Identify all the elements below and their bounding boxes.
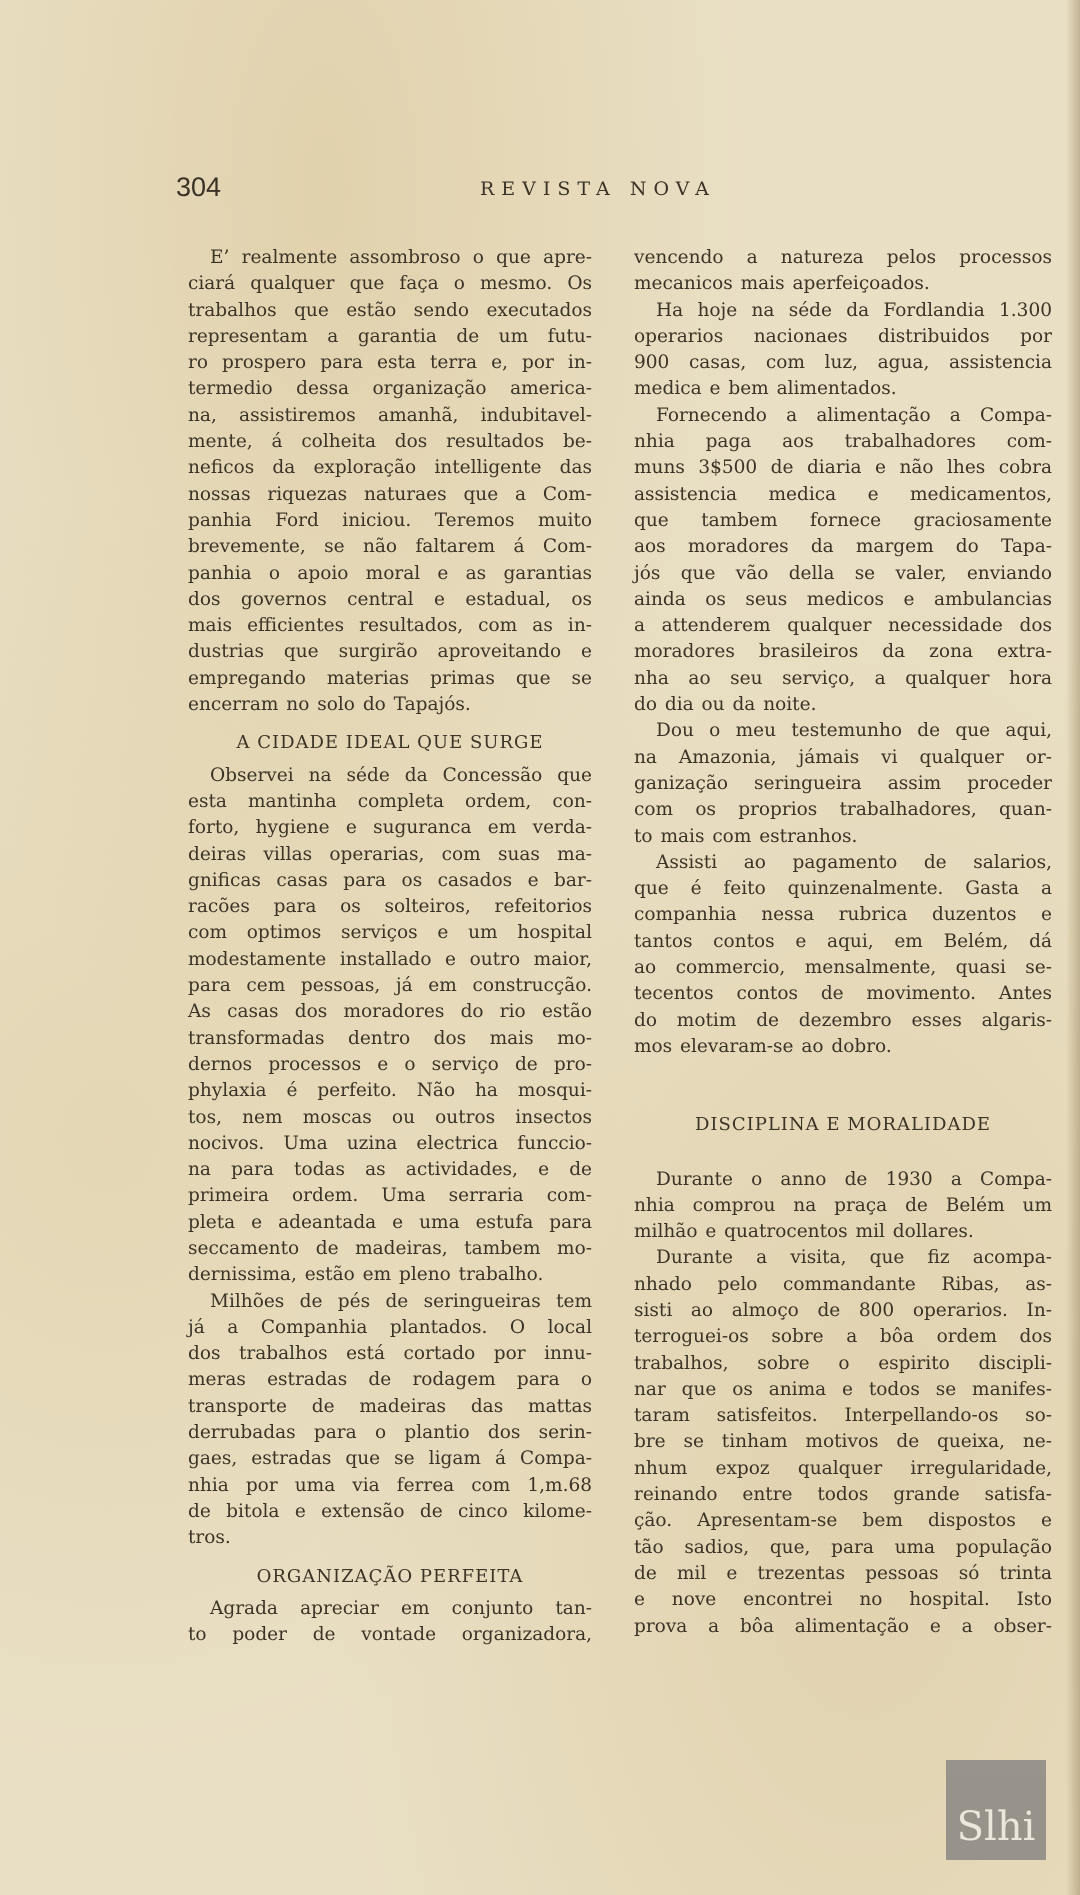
text-line: nar que os anima e todos se manifes- — [634, 1378, 1052, 1400]
text-line: de bitola e extensão de cinco kilome- — [188, 1500, 592, 1522]
text-line: transformadas dentro dos mais mo- — [188, 1027, 592, 1049]
text-line: mos elevaram-se ao dobro. — [634, 1035, 892, 1057]
text-line: aos moradores da margem do Tapa- — [634, 536, 1052, 558]
text-line: empregando materias primas que se — [188, 667, 592, 689]
text-line: Assisti ao pagamento de salarios, — [656, 851, 1052, 873]
text-line: gaes, estradas que se ligam á Compa- — [188, 1448, 592, 1470]
text-line: reinando entre todos grande satisfa- — [634, 1484, 1052, 1506]
left-column — [188, 245, 592, 1648]
text-line: As casas dos moradores do rio estão — [188, 1001, 592, 1023]
text-line: mais efficientes resultados, com as in- — [188, 615, 592, 637]
text-line: já a Companhia plantados. O local — [188, 1316, 592, 1338]
text-line: bre se tinham motivos de queixa, ne- — [634, 1431, 1052, 1453]
text-line: pleta e adeantada e uma estufa para — [188, 1211, 592, 1233]
text-line: Observei na séde da Concessão que — [210, 764, 592, 786]
text-line: com os proprios trabalhadores, quan- — [634, 799, 1052, 821]
text-line: encerram no solo do Tapajós. — [188, 694, 471, 716]
text-line: primeira ordem. Uma serraria com- — [188, 1185, 592, 1207]
text-line: tos, nem moscas ou outros insectos — [188, 1106, 592, 1128]
text-line: representam a garantia de um futu- — [188, 325, 592, 347]
page-number: 304 — [176, 172, 222, 202]
text-line: que tambem fornece graciosamente — [634, 509, 1052, 531]
text-line: Milhões de pés de seringueiras tem — [210, 1290, 592, 1312]
paragraph — [634, 245, 1052, 298]
text-line: a attenderem qualquer necessidade dos — [634, 615, 1052, 637]
watermark-text: Slhi — [956, 1804, 1036, 1850]
text-line: dernos processos e o serviço de pro- — [188, 1053, 592, 1075]
text-line: mente, á colheita dos resultados be- — [188, 431, 592, 453]
paragraph — [188, 245, 592, 718]
text-line: ro prospero para esta terra e, por in- — [188, 352, 592, 374]
text-line: nhia paga aos trabalhadores com- — [634, 431, 1052, 453]
text-line: esta mantinha completa ordem, con- — [188, 790, 592, 812]
paragraph — [634, 298, 1052, 403]
section-heading: ORGANIZAÇÃO PERFEITA — [256, 1565, 524, 1587]
text-line: Ha hoje na séde da Fordlandia 1.300 — [656, 299, 1052, 321]
text-line: nhia comprou na praça de Belém um — [634, 1194, 1052, 1216]
text-line: milhão e quatrocentos mil dollares. — [634, 1221, 974, 1243]
text-line: modestamente installado e outro maior, — [188, 948, 592, 970]
text-line: seccamento de madeiras, tambem mo- — [188, 1237, 592, 1259]
text-line: e nove encontrei no hospital. Isto — [634, 1589, 1052, 1611]
text-line: que é feito quinzenalmente. Gasta a — [634, 878, 1052, 900]
text-line: transporte de madeiras das mattas — [188, 1395, 592, 1417]
text-line: para cem pessoas, já em construcção. — [188, 975, 592, 997]
text-line: sisti ao almoço de 800 operarios. In- — [634, 1299, 1052, 1321]
text-line: ganização seringueira assim proceder — [634, 772, 1052, 794]
text-line: nhado pelo commandante Ribas, as- — [634, 1273, 1052, 1295]
text-line: tão sadios, que, para uma população — [634, 1536, 1052, 1558]
text-line: forto, hygiene e suguranca em verda- — [188, 817, 592, 839]
text-line: prova a bôa alimentação e a obser- — [634, 1615, 1052, 1637]
text-line: neficos da exploração intelligente das — [188, 457, 592, 479]
text-line: dernissima, estão em pleno trabalho. — [188, 1264, 544, 1286]
paragraph — [188, 1596, 592, 1649]
text-line: phylaxia é perfeito. Não ha mosqui- — [188, 1080, 592, 1102]
text-line: dos trabalhos está cortado por innu- — [188, 1343, 592, 1365]
paragraph — [634, 718, 1052, 849]
text-line: E’ realmente assombroso o que apre- — [210, 247, 592, 268]
text-line: vencendo a natureza pelos processos — [634, 247, 1052, 268]
text-line: nha ao seu serviço, a qualquer hora — [634, 667, 1052, 689]
right-column — [634, 245, 1052, 1640]
text-line: gnificas casas para os casados e bar- — [188, 869, 592, 891]
text-line: terroguei-os sobre a bôa ordem dos — [634, 1326, 1052, 1348]
text-line: na, assistiremos amanhã, indubitavel- — [188, 404, 592, 426]
text-line: na para todas as actividades, e de — [188, 1159, 592, 1181]
paragraph — [634, 1245, 1052, 1639]
paragraph — [188, 763, 592, 1289]
text-line: Durante a visita, que fiz acompa- — [656, 1247, 1052, 1269]
text-line: trabalhos que estão sendo executados — [188, 299, 592, 321]
text-line: do dia ou da noite. — [634, 694, 817, 716]
text-line: de mil e trezentas pessoas só trinta — [634, 1562, 1052, 1584]
paragraph — [634, 1167, 1052, 1246]
text-line: ção. Apresentam-se bem dispostos e — [634, 1510, 1052, 1532]
text-line: trabalhos, sobre o espirito discipli- — [634, 1352, 1052, 1374]
text-line: ao commercio, mensalmente, quasi se- — [634, 957, 1052, 979]
text-line: to mais com estranhos. — [634, 825, 858, 847]
text-line: derrubadas para o plantio dos serin- — [188, 1422, 592, 1444]
text-line: taram satisfeitos. Interpellando-os so- — [634, 1405, 1052, 1427]
text-line: jós que vão della se valer, enviando — [634, 562, 1052, 584]
text-line: tantos contos e aqui, em Belém, dá — [634, 930, 1052, 952]
text-line: moradores brasileiros da zona extra- — [634, 641, 1052, 663]
text-line: tecentos contos de movimento. Antes — [634, 983, 1052, 1005]
section-heading: A CIDADE IDEAL QUE SURGE — [236, 732, 544, 754]
running-title: REVISTA NOVA — [480, 178, 716, 200]
text-line: racões para os solteiros, refeitorios — [188, 896, 592, 918]
text-line: mecanicos mais aperfeiçoados. — [634, 273, 930, 295]
text-line: brevemente, se não faltarem á Com- — [188, 536, 592, 558]
text-line: meras estradas de rodagem para o — [188, 1369, 592, 1391]
text-line: 900 casas, com luz, agua, assistencia — [634, 352, 1052, 374]
text-line: Fornecendo a alimentação a Compa- — [656, 404, 1052, 426]
text-line: dos governos central e estadual, os — [188, 588, 592, 610]
text-line: termedio dessa organização america- — [188, 378, 592, 400]
text-line: Dou o meu testemunho de que aqui, — [656, 720, 1052, 742]
paragraph — [634, 850, 1052, 1060]
text-line: Durante o anno de 1930 a Compa- — [656, 1168, 1052, 1190]
text-line: nhia por uma via ferrea com 1,m.68 — [188, 1474, 592, 1496]
text-line: assistencia medica e medicamentos, — [634, 483, 1052, 505]
text-line: muns 3$500 de diaria e não lhes cobra — [634, 457, 1052, 479]
text-line: tros. — [188, 1527, 231, 1549]
paragraph — [188, 1289, 592, 1552]
page-edge-shadow — [1066, 0, 1080, 1895]
section-heading: DISCIPLINA E MORALIDADE — [694, 1114, 992, 1136]
watermark-logo — [946, 1760, 1046, 1860]
text-line: deiras villas operarias, com suas ma- — [188, 843, 592, 865]
text-line: panhia o apoio moral e as garantias — [188, 562, 592, 584]
text-line: medica e bem alimentados. — [634, 378, 897, 400]
text-line: Agrada apreciar em conjunto tan- — [210, 1597, 592, 1619]
text-line: operarios nacionaes distribuidos por — [634, 325, 1052, 347]
text-line: nossas riquezas naturaes que a Com- — [188, 483, 592, 505]
text-line: dustrias que surgirão aproveitando e — [188, 641, 592, 663]
text-line: nocivos. Uma uzina electrica funccio- — [188, 1132, 592, 1154]
text-line: to poder de vontade organizadora, — [188, 1624, 592, 1646]
text-line: nhum expoz qualquer irregularidade, — [634, 1457, 1052, 1479]
text-line: do motim de dezembro esses algaris- — [634, 1009, 1052, 1031]
text-line: ainda os seus medicos e ambulancias — [634, 588, 1052, 610]
paragraph — [634, 403, 1052, 719]
text-line: com optimos serviços e um hospital — [188, 922, 592, 944]
text-line: companhia nessa rubrica duzentos e — [634, 904, 1052, 926]
text-line: panhia Ford iniciou. Teremos muito — [188, 509, 592, 531]
text-line: ciará qualquer que faça o mesmo. Os — [188, 273, 592, 295]
text-line: na Amazonia, jámais vi qualquer or- — [634, 746, 1052, 768]
